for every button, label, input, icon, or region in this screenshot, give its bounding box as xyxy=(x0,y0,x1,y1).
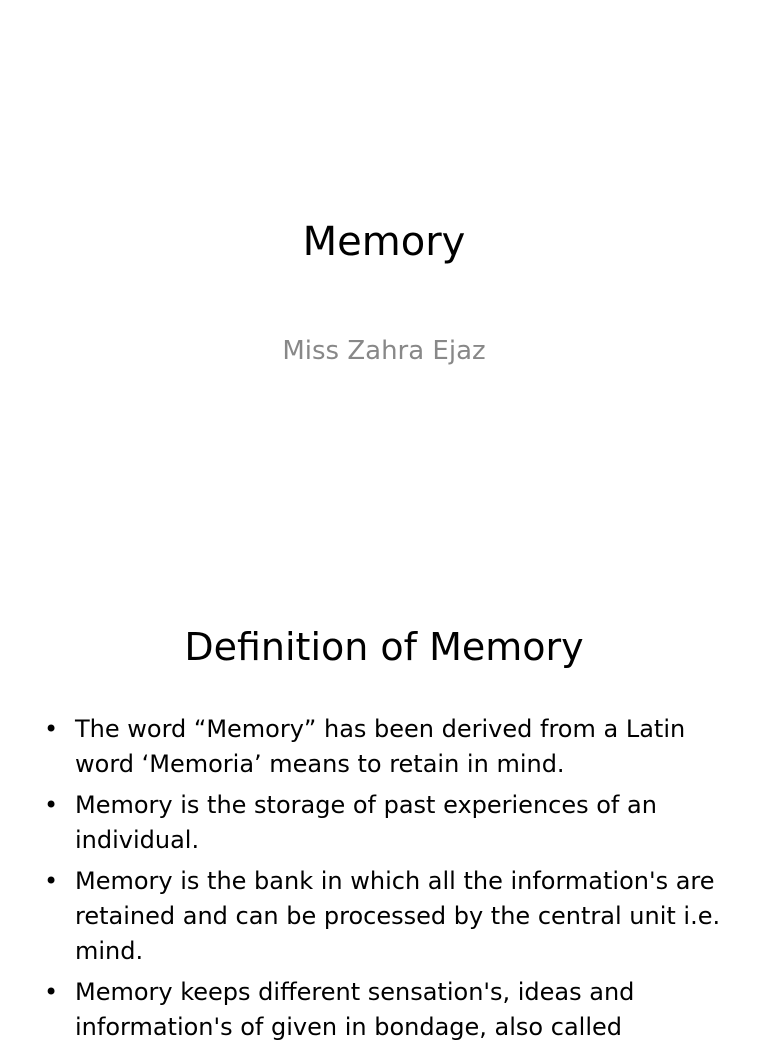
bullet-text: Memory is the storage of past experiences of an individual. xyxy=(75,791,657,854)
bullet-text: Memory keeps different sensation's, ideas and information's of given in bondage, also called xyxy=(75,978,635,1041)
bullet-icon: • xyxy=(44,715,59,743)
bullet-icon: • xyxy=(44,867,59,895)
bullet-icon: • xyxy=(44,978,59,1006)
bullet-list xyxy=(44,712,734,1051)
bullet-item xyxy=(44,864,734,969)
bullet-text: The word “Memory” has been derived from a Latin word ‘Memoria’ means to retain in mind. xyxy=(75,715,686,778)
bullet-text: Memory is the bank in which all the information's are retained and can be processed by the central unit i.e. mind. xyxy=(75,867,721,965)
bullet-icon: • xyxy=(44,791,59,819)
definition-slide xyxy=(0,576,768,1041)
bullet-item xyxy=(44,712,734,782)
slide-title: Definition of Memory xyxy=(184,625,584,669)
slide-title: Memory xyxy=(302,219,466,265)
bullet-item xyxy=(44,788,734,858)
slide-subtitle: Miss Zahra Ejaz xyxy=(282,336,486,366)
bullet-item xyxy=(44,975,734,1045)
